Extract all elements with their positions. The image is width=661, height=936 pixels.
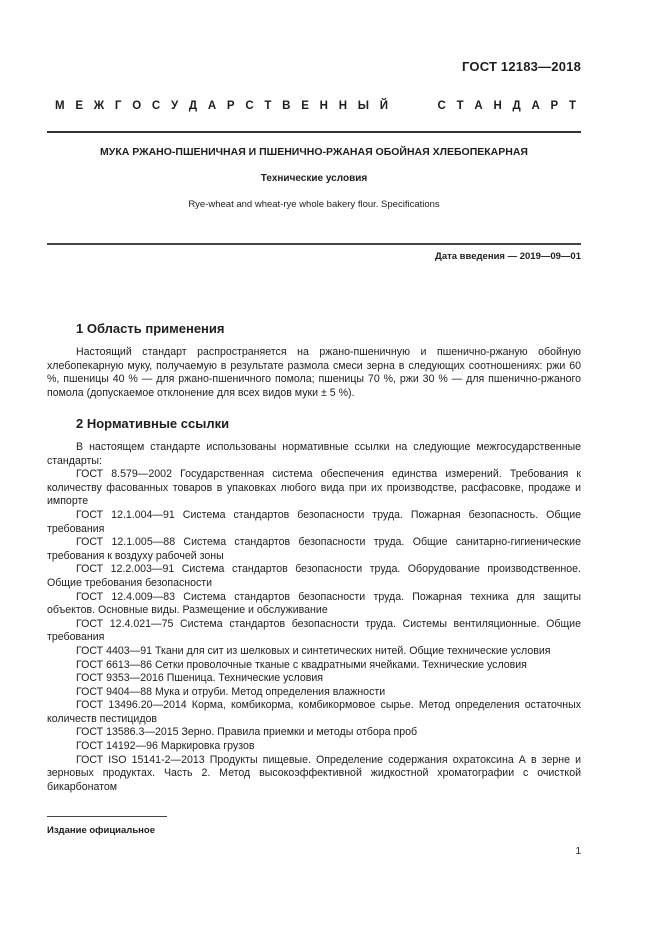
heading-letter: М [55,100,65,112]
references-list [47,468,581,794]
reference-item: ГОСТ ISO 15141-2—2013 Продукты пищевые. Определение содержания охратоксина А в зерне и зерновых продуктах. Часть 2. Метод высокоэффективной жидкостной хроматографии с очисткой бикарбонатом [47,753,581,793]
heading-letter: Р [550,100,559,112]
section-1-body [47,346,581,400]
heading-letter: Г [114,100,122,112]
heading-letter: Е [75,100,84,112]
heading-word-gap [399,100,427,112]
heading-letter: Т [568,100,576,112]
section-2-heading: 2 Нормативные ссылки [76,416,230,431]
heading-letter: У [170,100,179,112]
section-2-intro: В настоящем стандарте использованы нормативные ссылки на следующие межгосударственные стандарты: [47,441,581,467]
heading-letter: Н [493,100,502,112]
document-title: МУКА РЖАНО-ПШЕНИЧНАЯ И ПШЕНИЧНО-РЖАНАЯ ОБОЙНАЯ ХЛЕБОПЕКАРНАЯ [100,146,528,158]
reference-item: ГОСТ 8.579—2002 Государственная система обеспечения единства измерений. Требования к количеству фасованных товаров в упаковках любого вида при их производстве, расфасовке, продаже и импорте [47,468,581,508]
reference-item: ГОСТ 4403—91 Ткани для сит из шелковых и синтетических нитей. Общие технические условия [76,644,551,657]
heading-letter: А [531,100,540,112]
reference-item: ГОСТ 14192—96 Маркировка грузов [76,740,255,753]
reference-item: ГОСТ 6613—86 Сетки проволочные тканые с квадратными ячейками. Технические условия [76,658,527,671]
heading-letter: В [282,100,291,112]
heading-letter: Й [379,100,389,112]
reference-item: ГОСТ 12.1.004—91 Система стандартов безопасности труда. Пожарная безопасность. Общие требования [47,508,581,535]
heading-letter: Ж [93,100,105,112]
reference-item: ГОСТ 13586.3—2015 Зерно. Правила приемки и методы отбора проб [76,726,418,739]
reference-item: ГОСТ 9404—88 Мука и отруби. Метод определения влажности [76,685,386,698]
heading-letter: Р [226,100,235,112]
heading-letter: А [207,100,217,112]
heading-letter: Е [301,100,309,112]
header-divider [47,131,581,133]
reference-item: ГОСТ 13496.20—2014 Корма, комбикорма, комбикормовое сырье. Метод определения остаточных количеств пестицидов [47,699,581,725]
section-1-heading: 1 Область применения [76,321,225,336]
reference-item: ГОСТ 12.1.005—88 Система стандартов безопасности труда. Общие санитарно-гигиенические требования к воздуху рабочей зоны [47,536,581,562]
heading-letter: Н [319,100,328,112]
page-number: 1 [575,846,581,857]
heading-letter: О [132,100,142,112]
document-code: ГОСТ 12183—2018 [462,59,581,74]
reference-item: ГОСТ 12.4.009—83 Система стандартов безопасности труда. Пожарная техника для защиты объектов. Основные виды. Размещение и обслуживание [47,590,581,617]
section-2-body [47,441,581,794]
reference-item: ГОСТ 12.4.021—75 Система стандартов безопасности труда. Системы вентиляционные. Общие требования [47,617,581,644]
reference-item: ГОСТ 12.2.003—91 Система стандартов безопасности труда. Оборудование производственное. Общие требования безопасности [47,563,581,589]
heading-letter: Т [264,100,272,112]
heading-letter: Н [338,100,348,112]
heading-letter: А [474,100,483,112]
heading-letter: Т [456,100,464,112]
reference-item: ГОСТ 9353—2016 Пшеница. Технические условия [76,672,324,685]
heading-letter: С [437,100,446,112]
footer-divider [47,816,167,817]
standard-type-heading [55,100,576,112]
heading-letter: Д [512,100,521,112]
section-1-paragraph: Настоящий стандарт распространяется на ржано-пшеничную и пшенично-ржаную обойную хлебопекарную муку, получаемую в результате размола смеси зерна в следующих соотношениях: ржи 60 %, пшеницы 40 % — для ржано-пшеничного помола; пшеницы 70 %, ржи 30 % — для пшенично-ржаного помола (допускаемое отклонение для всех видов муки ± 5 %). [47,346,581,399]
heading-letter: Д [188,100,198,112]
heading-letter: Ы [357,100,370,112]
official-edition-label: Издание официальное [47,825,155,836]
heading-letter: С [151,100,161,112]
document-subtitle: Технические условия [260,173,368,184]
heading-letter: С [245,100,254,112]
introduction-date: Дата введения — 2019—09—01 [435,251,581,262]
title-divider [47,243,581,245]
english-title: Rye-wheat and wheat-rye whole bakery flour. Specifications [188,199,440,210]
